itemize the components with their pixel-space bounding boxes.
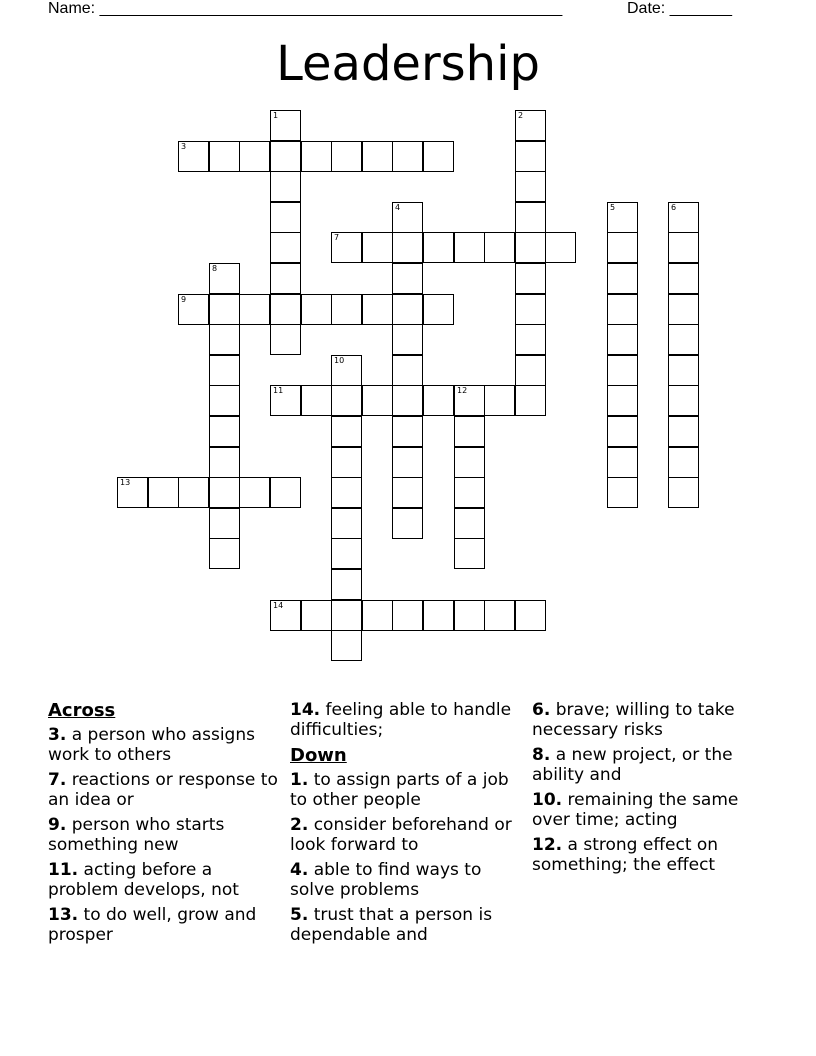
grid-cell[interactable] bbox=[270, 477, 301, 508]
grid-cell[interactable] bbox=[484, 600, 515, 631]
cell-number: 1 bbox=[273, 111, 279, 120]
grid-cell[interactable] bbox=[362, 294, 393, 325]
grid-cell[interactable] bbox=[270, 263, 301, 294]
clue-across-14 bbox=[290, 700, 520, 740]
across-heading: Across bbox=[48, 700, 116, 721]
grid-cell[interactable] bbox=[392, 324, 423, 355]
grid-cell[interactable] bbox=[209, 355, 240, 386]
grid-cell[interactable] bbox=[545, 232, 576, 263]
grid-cell[interactable] bbox=[515, 110, 546, 141]
page-title: Leadership bbox=[276, 36, 540, 92]
grid-cell[interactable] bbox=[239, 477, 270, 508]
clue-text: a person who assigns work to others bbox=[48, 725, 255, 765]
clue-number: 7. bbox=[48, 770, 67, 790]
clue-column-3 bbox=[532, 700, 762, 880]
grid-cell[interactable] bbox=[209, 538, 240, 569]
grid-cell[interactable] bbox=[178, 141, 209, 172]
grid-cell[interactable] bbox=[392, 263, 423, 294]
grid-cell[interactable] bbox=[331, 385, 362, 416]
grid-cell[interactable] bbox=[515, 263, 546, 294]
clue-across-13 bbox=[48, 905, 278, 945]
grid-cell[interactable] bbox=[270, 141, 301, 172]
clue-number: 4. bbox=[290, 860, 309, 880]
grid-cell[interactable] bbox=[423, 294, 454, 325]
grid-cell[interactable] bbox=[362, 600, 393, 631]
grid-cell[interactable] bbox=[454, 416, 485, 447]
grid-cell[interactable] bbox=[515, 171, 546, 202]
clue-down-2 bbox=[290, 815, 520, 855]
grid-cell[interactable] bbox=[209, 385, 240, 416]
grid-cell[interactable] bbox=[301, 385, 332, 416]
cell-number: 2 bbox=[518, 111, 524, 120]
grid-cell[interactable] bbox=[454, 477, 485, 508]
grid-cell[interactable] bbox=[331, 416, 362, 447]
cell-number: 8 bbox=[212, 264, 218, 273]
clue-across-7 bbox=[48, 770, 278, 810]
grid-cell[interactable] bbox=[515, 202, 546, 233]
grid-cell[interactable] bbox=[607, 355, 638, 386]
grid-cell[interactable] bbox=[331, 232, 362, 263]
grid-cell[interactable] bbox=[331, 630, 362, 661]
grid-cell[interactable] bbox=[607, 324, 638, 355]
clue-number: 2. bbox=[290, 815, 309, 835]
grid-cell[interactable] bbox=[392, 294, 423, 325]
grid-cell[interactable] bbox=[668, 477, 699, 508]
grid-cell[interactable] bbox=[331, 508, 362, 539]
grid-cell[interactable] bbox=[607, 416, 638, 447]
grid-cell[interactable] bbox=[301, 141, 332, 172]
grid-cell[interactable] bbox=[270, 600, 301, 631]
grid-cell[interactable] bbox=[392, 202, 423, 233]
clue-number: 9. bbox=[48, 815, 67, 835]
grid-cell[interactable] bbox=[423, 141, 454, 172]
grid-cell[interactable] bbox=[209, 447, 240, 478]
grid-cell[interactable] bbox=[423, 385, 454, 416]
clue-number: 6. bbox=[532, 700, 551, 720]
grid-cell[interactable] bbox=[454, 232, 485, 263]
grid-cell[interactable] bbox=[515, 324, 546, 355]
grid-cell[interactable] bbox=[331, 447, 362, 478]
cell-number: 5 bbox=[610, 203, 616, 212]
grid-cell[interactable] bbox=[209, 477, 240, 508]
grid-cell[interactable] bbox=[270, 110, 301, 141]
clue-number: 3. bbox=[48, 725, 67, 745]
clue-text: reactions or response to an idea or bbox=[48, 770, 278, 810]
grid-cell[interactable] bbox=[301, 600, 332, 631]
name-field-label: Name: ____________________________________________________ bbox=[48, 0, 563, 17]
grid-cell[interactable] bbox=[209, 263, 240, 294]
grid-cell[interactable] bbox=[331, 294, 362, 325]
grid-cell[interactable] bbox=[515, 294, 546, 325]
grid-cell[interactable] bbox=[392, 416, 423, 447]
clue-down-4 bbox=[290, 860, 520, 900]
clue-number: 12. bbox=[532, 835, 563, 855]
grid-cell[interactable] bbox=[484, 385, 515, 416]
clue-number: 5. bbox=[290, 905, 309, 925]
grid-cell[interactable] bbox=[392, 385, 423, 416]
clue-text: acting before a problem develops, not bbox=[48, 860, 239, 900]
grid-cell[interactable] bbox=[331, 355, 362, 386]
grid-cell[interactable] bbox=[209, 294, 240, 325]
grid-cell[interactable] bbox=[515, 141, 546, 172]
grid-cell[interactable] bbox=[331, 141, 362, 172]
grid-cell[interactable] bbox=[270, 202, 301, 233]
grid-cell[interactable] bbox=[331, 600, 362, 631]
clue-column-1 bbox=[48, 700, 278, 950]
grid-cell[interactable] bbox=[392, 447, 423, 478]
grid-cell[interactable] bbox=[301, 294, 332, 325]
cell-number: 6 bbox=[671, 203, 677, 212]
clue-text: brave; willing to take necessary risks bbox=[532, 700, 735, 740]
grid-cell[interactable] bbox=[454, 447, 485, 478]
cell-number: 14 bbox=[273, 601, 284, 610]
grid-cell[interactable] bbox=[362, 141, 393, 172]
grid-cell[interactable] bbox=[454, 508, 485, 539]
clue-across-3 bbox=[48, 725, 278, 765]
cell-number: 9 bbox=[181, 295, 187, 304]
clue-down-6 bbox=[532, 700, 762, 740]
clue-number: 11. bbox=[48, 860, 79, 880]
grid-cell[interactable] bbox=[668, 416, 699, 447]
grid-cell[interactable] bbox=[423, 600, 454, 631]
cell-number: 3 bbox=[181, 142, 187, 151]
clue-text: consider beforehand or look forward to bbox=[290, 815, 512, 855]
grid-cell[interactable] bbox=[607, 294, 638, 325]
clue-down-10 bbox=[532, 790, 762, 830]
grid-cell[interactable] bbox=[392, 508, 423, 539]
grid-cell[interactable] bbox=[668, 294, 699, 325]
clue-text: a new project, or the ability and bbox=[532, 745, 733, 785]
grid-cell[interactable] bbox=[392, 477, 423, 508]
clue-number: 13. bbox=[48, 905, 79, 925]
grid-cell[interactable] bbox=[454, 385, 485, 416]
grid-cell[interactable] bbox=[454, 600, 485, 631]
grid-cell[interactable] bbox=[392, 141, 423, 172]
clue-text: to assign parts of a job to other people bbox=[290, 770, 509, 810]
grid-cell[interactable] bbox=[331, 569, 362, 600]
grid-cell[interactable] bbox=[668, 447, 699, 478]
clue-text: person who starts something new bbox=[48, 815, 225, 855]
grid-cell[interactable] bbox=[484, 232, 515, 263]
grid-cell[interactable] bbox=[515, 232, 546, 263]
grid-cell[interactable] bbox=[607, 232, 638, 263]
grid-cell[interactable] bbox=[607, 477, 638, 508]
grid-cell[interactable] bbox=[515, 385, 546, 416]
grid-cell[interactable] bbox=[392, 355, 423, 386]
clue-down-1 bbox=[290, 770, 520, 810]
grid-cell[interactable] bbox=[423, 232, 454, 263]
cell-number: 10 bbox=[334, 356, 345, 365]
grid-cell[interactable] bbox=[668, 232, 699, 263]
clue-number: 10. bbox=[532, 790, 563, 810]
grid-cell[interactable] bbox=[178, 294, 209, 325]
grid-cell[interactable] bbox=[607, 202, 638, 233]
grid-cell[interactable] bbox=[515, 355, 546, 386]
grid-cell[interactable] bbox=[239, 294, 270, 325]
grid-cell[interactable] bbox=[148, 477, 179, 508]
grid-cell[interactable] bbox=[331, 538, 362, 569]
clue-text: able to find ways to solve problems bbox=[290, 860, 482, 900]
clue-text: feeling able to handle difficulties; bbox=[290, 700, 512, 740]
grid-cell[interactable] bbox=[209, 141, 240, 172]
clue-text: trust that a person is dependable and bbox=[290, 905, 493, 945]
grid-cell[interactable] bbox=[454, 538, 485, 569]
grid-cell[interactable] bbox=[607, 385, 638, 416]
clue-down-8 bbox=[532, 745, 762, 785]
grid-cell[interactable] bbox=[209, 508, 240, 539]
grid-cell[interactable] bbox=[270, 294, 301, 325]
grid-cell[interactable] bbox=[668, 355, 699, 386]
date-field-label: Date: _______ bbox=[627, 0, 732, 17]
grid-cell[interactable] bbox=[607, 263, 638, 294]
grid-cell[interactable] bbox=[668, 263, 699, 294]
clue-down-5 bbox=[290, 905, 520, 945]
clue-across-9 bbox=[48, 815, 278, 855]
cell-number: 11 bbox=[273, 386, 284, 395]
clue-text: to do well, grow and prosper bbox=[48, 905, 257, 945]
grid-cell[interactable] bbox=[209, 324, 240, 355]
clue-text: a strong effect on something; the effect bbox=[532, 835, 719, 875]
down-heading: Down bbox=[290, 745, 347, 766]
grid-cell[interactable] bbox=[668, 202, 699, 233]
clue-down-12 bbox=[532, 835, 762, 875]
grid-cell[interactable] bbox=[331, 477, 362, 508]
grid-cell[interactable] bbox=[392, 600, 423, 631]
clue-number: 1. bbox=[290, 770, 309, 790]
grid-cell[interactable] bbox=[362, 232, 393, 263]
grid-cell[interactable] bbox=[270, 324, 301, 355]
cell-number: 7 bbox=[334, 233, 340, 242]
clue-number: 8. bbox=[532, 745, 551, 765]
clue-across-11 bbox=[48, 860, 278, 900]
clue-text: remaining the same over time; acting bbox=[532, 790, 739, 830]
grid-cell[interactable] bbox=[607, 447, 638, 478]
grid-cell[interactable] bbox=[515, 600, 546, 631]
grid-cell[interactable] bbox=[239, 141, 270, 172]
grid-cell[interactable] bbox=[668, 385, 699, 416]
grid-cell[interactable] bbox=[668, 324, 699, 355]
cell-number: 4 bbox=[395, 203, 401, 212]
grid-cell[interactable] bbox=[270, 385, 301, 416]
grid-cell[interactable] bbox=[392, 232, 423, 263]
clue-column-2 bbox=[290, 700, 520, 950]
cell-number: 13 bbox=[120, 478, 131, 487]
grid-cell[interactable] bbox=[209, 416, 240, 447]
clue-number: 14. bbox=[290, 700, 321, 720]
grid-cell[interactable] bbox=[270, 171, 301, 202]
grid-cell[interactable] bbox=[117, 477, 148, 508]
grid-cell[interactable] bbox=[178, 477, 209, 508]
grid-cell[interactable] bbox=[362, 385, 393, 416]
cell-number: 12 bbox=[457, 386, 468, 395]
grid-cell[interactable] bbox=[270, 232, 301, 263]
